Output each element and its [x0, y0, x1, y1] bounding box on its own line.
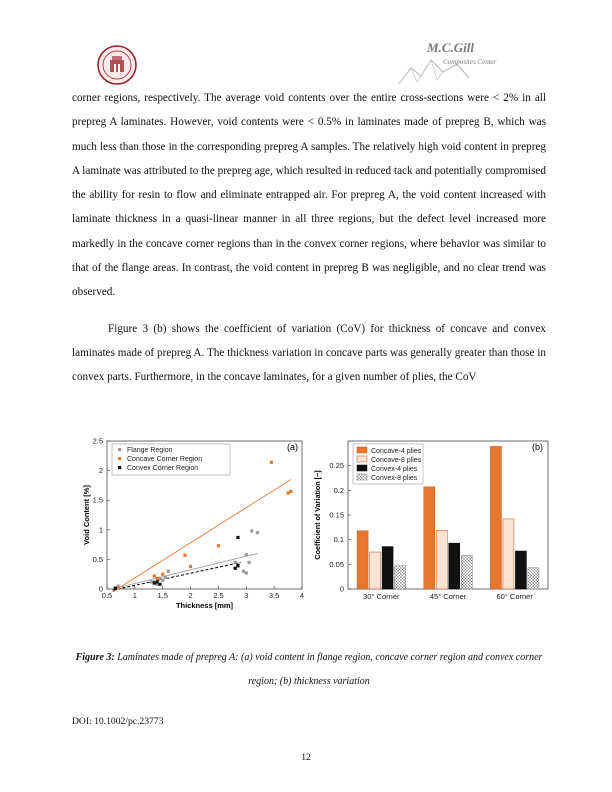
caption-text: Laminates made of prepreg A: (a) void content in flange region, concave corner region and convex corner region; (b) thickness variation: [114, 652, 543, 687]
body-text: [72, 86, 546, 390]
data-point-convex: [236, 536, 239, 539]
paragraph-1: corner regions, respectively. The average void contents over the entire cross-sections were < 2% in all prepreg A laminates. However, void contents were < 0.5% in laminates made of prepreg B, which was much less than those in the corresponding prepreg A samples. The relatively high void content in prepreg A laminate was attributed to the prepreg age, which resulted in reduced tack and potentially compromised the ability for resin to flow and eliminate entrapped air. For prepreg A, the void content increased with laminate thickness in a quasi-linear manner in all three regions, but the defect level increased more markedly in the concave corner regions than in the convex corner regions, where behavior was similar to that of the flange areas. In contrast, the void content in prepreg B was negligible, and no clear trend was observed.: [72, 92, 546, 299]
data-point-flange: [234, 561, 237, 564]
x-tick-label-a: 0.5: [101, 591, 113, 600]
legend-b-swatch: [357, 456, 367, 462]
data-point-flange: [167, 570, 170, 573]
legend-b-swatch: [357, 465, 367, 471]
data-point-flange: [247, 561, 250, 564]
data-point-concave: [117, 586, 120, 589]
trendline-flange: [113, 553, 258, 589]
bar-convex-8-plies: [528, 568, 539, 589]
legend-b-entry: Concave-8 plies: [371, 457, 422, 464]
x-tick-label-a: 2.5: [213, 591, 224, 600]
bar-concave-8-plies: [436, 530, 447, 589]
legend-a-marker: [118, 448, 121, 451]
bar-convex-4-plies: [449, 543, 460, 589]
caption-label: Figure 3:: [75, 652, 115, 663]
data-point-flange: [256, 531, 259, 534]
data-point-concave: [286, 491, 289, 494]
doi: DOI: 10.1002/pc.23773: [72, 716, 164, 727]
data-point-convex: [236, 564, 239, 567]
legend-b-swatch: [357, 474, 367, 480]
data-point-convex: [234, 567, 237, 570]
legend-a-entry: Flange Region: [127, 447, 173, 454]
data-point-flange: [161, 579, 164, 582]
data-point-convex: [156, 580, 159, 583]
data-point-concave: [270, 461, 273, 464]
bar-convex-8-plies: [461, 555, 472, 589]
data-point-convex: [158, 583, 161, 586]
data-point-flange: [245, 553, 248, 556]
y-tick-label-a: 2.5: [92, 436, 103, 446]
y-tick-label-a: 0.5: [92, 554, 103, 564]
y-axis-label-a: Void Content [%]: [82, 485, 91, 545]
y-tick-label-b: 0: [339, 584, 344, 594]
category-label-b: 45° Corner: [429, 592, 467, 601]
y-tick-label-a: 1: [98, 525, 103, 535]
legend-b-entry: Convex-4 plies: [371, 466, 418, 473]
bar-convex-8-plies: [395, 566, 406, 589]
legend-b-swatch: [357, 447, 367, 453]
page-number: 12: [301, 752, 311, 763]
trendline-convex: [113, 562, 241, 590]
y-tick-label-b: 0.2: [333, 485, 344, 495]
category-label-b: 30° Corner: [363, 592, 400, 601]
data-point-flange: [164, 576, 167, 579]
panel-label-a: (a): [287, 442, 298, 452]
legend-a-entry: Convex Corner Region: [127, 465, 199, 472]
y-tick-label-b: 0.15: [329, 510, 344, 520]
logo-subtitle: Composites Center: [443, 58, 497, 66]
bar-concave-8-plies: [370, 552, 381, 589]
data-point-concave: [189, 565, 192, 568]
legend-a-entry: Concave Corner Region: [127, 456, 203, 463]
legend-b-entry: Concave-4 plies: [371, 448, 422, 455]
x-tick-label-a: 2: [188, 591, 193, 600]
data-point-concave: [217, 544, 220, 547]
logo-title: M.C.Gill: [427, 40, 474, 55]
bar-concave-4-plies: [424, 487, 435, 589]
data-point-concave: [161, 573, 164, 576]
data-point-concave: [289, 490, 292, 493]
figure-caption: [72, 646, 546, 694]
y-tick-label-a: 0: [98, 584, 103, 594]
y-tick-label-b: 0.25: [329, 461, 344, 471]
data-point-concave: [156, 577, 159, 580]
y-axis-label-b: Coefficient of Variation [−]: [313, 470, 322, 560]
x-tick-label-a: 3: [244, 591, 249, 600]
x-tick-label-a: 4: [299, 591, 305, 600]
bar-convex-4-plies: [515, 551, 526, 589]
y-tick-label-b: 0.05: [329, 559, 344, 569]
data-point-concave: [153, 574, 156, 577]
legend-a-marker: [118, 466, 121, 469]
legend-a-marker: [118, 457, 121, 460]
panel-label-b: (b): [532, 442, 543, 452]
x-tick-label-a: 3.5: [268, 591, 280, 600]
data-point-convex: [114, 587, 117, 590]
figure-3-charts: [80, 430, 550, 625]
data-point-flange: [250, 529, 253, 532]
y-tick-label-a: 2: [98, 466, 103, 476]
data-point-concave: [183, 554, 186, 557]
data-point-flange: [242, 570, 245, 573]
bar-concave-4-plies: [357, 531, 368, 589]
bar-concave-8-plies: [503, 519, 514, 589]
x-axis-label-a: Thickness [mm]: [175, 601, 234, 610]
trendline-concave: [113, 479, 291, 591]
category-label-b: 60° Corner: [496, 592, 533, 601]
data-point-flange: [158, 577, 161, 580]
data-point-convex: [153, 581, 156, 584]
bar-concave-4-plies: [490, 446, 501, 589]
data-point-flange: [245, 571, 248, 574]
mc-gill-composites-logo: [397, 38, 527, 86]
y-tick-label-a: 1.5: [92, 495, 103, 505]
y-tick-label-b: 0.1: [333, 535, 344, 545]
bar-convex-4-plies: [382, 547, 393, 589]
figure-3: [80, 430, 550, 625]
x-tick-label-a: 1: [132, 591, 137, 600]
university-seal-logo: [97, 45, 137, 85]
x-tick-label-a: 1.5: [157, 591, 168, 600]
data-point-flange: [150, 580, 153, 583]
paragraph-2: Figure 3 (b) shows the coefficient of variation (CoV) for thickness of concave and convex laminates made of prepreg A. The thickness variation in concave parts was generally greater than those in convex parts. Furthermore, in the concave laminates, for a given number of plies, the CoV: [72, 322, 546, 384]
legend-b-entry: Convex-8 plies: [371, 475, 418, 482]
